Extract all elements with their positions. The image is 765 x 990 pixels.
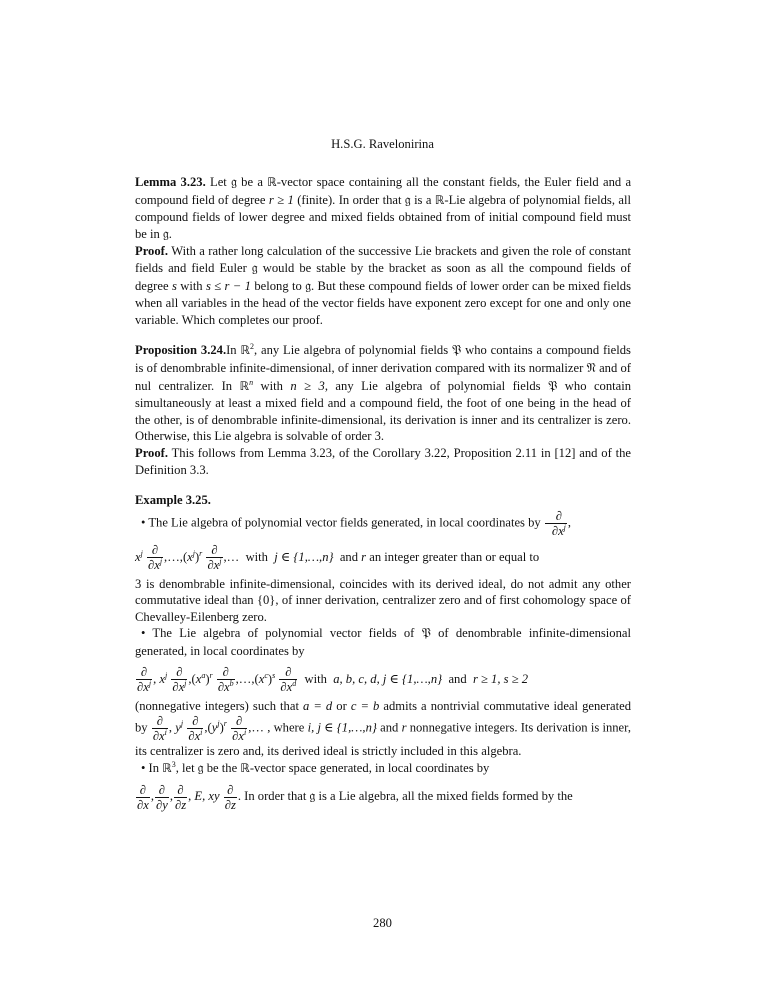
lemma-3-23: Lemma 3.23. Let 𝔤 be a ℝ-vector space containing all the constant fields, the Euler field and a compound field of degree r ≥ 1 (finite). In order that 𝔤 is a ℝ-Lie algebra of polynomial fields, all compound fields of lower degree and mixed fields obtained from of initial compound field must be in 𝔤. <box>135 175 632 242</box>
example-bullet-1-cont: 3 is denombrable infinite-dimensional, coincides with its derived ideal, do not admit any other commutative ideal than {0}, of inner derivation, centralizer zero and of first cohomology space of Chevalley-Eilenberg zero. <box>135 576 632 624</box>
proof-lemma: Proof. With a rather long calculation of the successive Lie brackets and given the role of constant fields and field Euler 𝔤 would be stable by the bracket as soon as all the compound fields of degree s with s ≤ r − 1 belong to 𝔤. But these compound fields of lower order can be mixed fields when all variables in the head of the vector fields have exponent zero except for one and only one variable. Which completes our proof. <box>135 244 631 327</box>
example-bullet-3-fields: $\frac{\partial}{\partial x}$ , $\frac{\partial}{\partial y}$ , $\frac{\partial}{\partial z}$ , E, xy $\frac{\partial}{\partial z}$ . In order that 𝔤 is a Lie algebra, all the mixed fields formed by the <box>137 783 573 813</box>
partial-xj: $\frac{\partial}{\partial x^j}$ <box>545 509 567 538</box>
running-header: H.S.G. Ravelonirina <box>331 137 434 151</box>
example-bullet-2-fields: $\frac{\partial}{\partial x^j}$ , $x^j$ $\frac{\partial}{\partial x^j}$ $,(x^a)^r$ $\frac{\partial}{\partial x^b}$ $,\dots,(x^c)^s$ $\frac{\partial}{\partial x^d}$ with a, b, c, d, j ∈ {1,…,n} and r ≥ 1, s ≥ 2 <box>137 665 529 695</box>
example-label: Example 3.25. <box>135 493 211 508</box>
proposition-label: Proposition 3.24. <box>135 343 227 358</box>
lemma-label: Lemma 3.23. <box>135 175 206 189</box>
proof-label: Proof. <box>135 445 168 460</box>
example-bullet-1: • The Lie algebra of polynomial vector fields generated, in local coordinates by $\frac{\partial}{\partial x^j}$ , <box>141 508 572 538</box>
proof-label: Proof. <box>135 244 168 259</box>
proof-proposition: Proof. This follows from Lemma 3.23, of the Corollary 3.22, Proposition 2.11 in [12] and of the Definition 3.3. <box>135 445 631 477</box>
proposition-3-24: Proposition 3.24.In ℝ$^2$, any Lie algebra of polynomial fields 𝔓 who contains a compound fields is of denombrable infinite-dimensional, of inner derivation compared with its normalizer 𝔑 and of nul centralizer. In ℝ$^n$ with n ≥ 3, any Lie algebra of polynomial fields 𝔓 who contain simultaneously at least a mixed field and a compound field, the foot of one being in the head of the other, is of denombrable infinite-dimensional, its derivation is inner and its centralizer is zero. Otherwise, this Lie algebra is solvable of order 3. <box>135 342 632 444</box>
example-bullet-2-cont: (nonnegative integers) such that a = d or c = b admits a nontrivial commutative ideal generated by $\frac{\partial}{\partial x^i}$ , $y^j$ $\frac{\partial}{\partial x^i}$ $,(y^j)^r$ $\frac{\partial}{\partial x^i}$ ,… , where i, j ∈ {1,…,n} and r nonnegative integers. Its derivation is inner, its centralizer is zero and, its derived ideal is strictly included in this algebra. <box>135 698 632 759</box>
example-bullet-3: • In ℝ$^3$, let 𝔤 be the ℝ-vector space generated, in local coordinates by <box>141 759 490 776</box>
example-bullet-2: • The Lie algebra of polynomial vector fields of 𝔓 of denombrable infinite-dimensional generated, in local coordinates by <box>135 626 631 659</box>
example-bullet-1-fields: $x^j$ $\frac{\partial}{\partial x^j}$ $,\dots,(x^j)^r$ $\frac{\partial}{\partial x^j}$ ,… with j ∈ {1,…,n} and r an integer greater than or equal to <box>135 543 540 573</box>
page-number: 280 <box>373 916 392 930</box>
page-body <box>135 174 631 816</box>
